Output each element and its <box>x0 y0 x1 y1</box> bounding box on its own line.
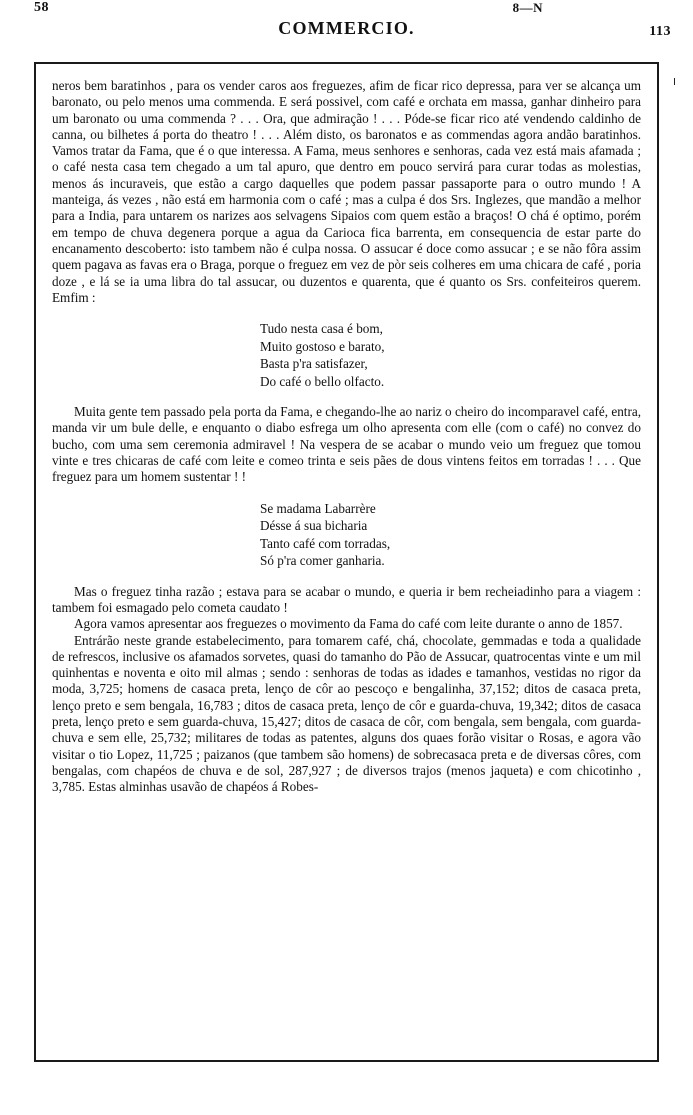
paragraph-2: Muita gente tem passado pela porta da Fama, e chegando-lhe ao nariz o cheiro do incomparavel café, entra, manda vir um bule delle, e enquanto o diabo esfrega um olho apresenta com elle (com o café) no convez do bucho, com uma sem ceremonia admiravel ! Na vespera de se acabar o mundo veio um freguez que tomou vinte e tres chicaras de café com leite e comeo trinta e seis pães de dous vintens feitos em torradas ! . . . Que freguez para um homem sustentar ! ! <box>52 404 641 485</box>
verse-line: Do café o bello olfacto. <box>260 373 385 389</box>
paragraph-1: neros bem baratinhos , para os vender caros aos freguezes, afim de ficar rico depressa, para ver se alcança um baronato, ou pelo menos uma commenda. E será possivel, com café e orchata em massa, ganhar dinheiro para um baronato ou uma commenda ? . . . Ora, que admiração ! . . . Póde-se ficar rico até vendendo caldinho de canna, ou bilhetes á porta do theatro ! . . . Além disto, os baronatos e as commendas agora andão baratinhos. Vamos tratar da Fama, que é o que interessa. A Fama, meus senhores e senhoras, cada vez está mais afamada ; o café nesta casa tem chegado a um tal apuro, que dentro em pouco servirá para curar todas as molestias, menos ás incuraveis, que estão a cargo daquelles que podem passar passaporte para o outro mundo ! A manteiga, ás vezes , não está em harmonia com o café ; mas a culpa é dos Srs. Inglezes, que mandão a melhor para a India, para untarem os narizes aos selvagens Sipaios com quem estão a braços! O chá é optimo, porém em tempo de chuva degenera porque a agua da Carioca fica barrenta, em consequencia de estar parte do encanamento descoberto: isto tambem não é culpa nossa. O assucar é doce como assucar ; e se não fôra assim quem pagava as favas era o Braga, porque o freguez em vez de pòr seis colheres em uma chicara de café , poria doze , e lá se ia uma libra do tal assucar, ou duzentos e quarenta, que é quanto os Srs. confeiteiros querem. Emfim : <box>52 78 641 305</box>
signature-right: 8—N <box>512 0 543 15</box>
page-number: 113 <box>649 24 671 39</box>
paragraph-3: Mas o freguez tinha razão ; estava para se acabar o mundo, e queria ir bem recheiadinho para a viagem : tambem foi esmagado pelo cometa caudato ! <box>52 583 641 615</box>
verse-line: Muito gostoso e barato, <box>260 338 385 354</box>
verse-line: Tanto café com torradas, <box>260 535 391 551</box>
signature-left: 58 <box>34 0 49 15</box>
text-frame <box>34 62 659 1062</box>
verse-line: Só p'ra comer ganharia. <box>260 553 385 569</box>
verse-line: Basta p'ra satisfazer, <box>260 356 368 372</box>
body-text <box>52 78 641 796</box>
verse-block-2 <box>52 500 641 570</box>
verse-line: Désse á sua bicharia <box>260 518 368 534</box>
verse-block-1 <box>52 320 641 390</box>
running-title: COMMERCIO. <box>278 18 415 38</box>
paragraph-4: Agora vamos apresentar aos freguezes o movimento da Fama do café com leite durante o anno de 1857. <box>74 616 623 632</box>
paragraph-5: Entrárão neste grande estabelecimento, para tomarem café, chá, chocolate, gemmadas e toda a qualidade de refrescos, inclusive os afamados sorvetes, quasi do tamanho do Pão de Assucar, quatrocentas vinte e um mil quinhentas e noventa e oito mil almas ; sendo : senhoras de todas as idades e tamanhos, vestidas no rigor da moda, 3,725; homens de casaca preta, lenço de côr ao pescoço e bengalinha, 37,152; ditos de casaca preta, lenço preto e sem bengala, 16,783 ; ditos de casaca preta, lenço de côr e guarda-chuva, 19,342; ditos de casaca preta, lenço preto e sem guarda-chuva, 15,427; ditos de casaca de côr, com bengala, sem bengala, com guarda-chuva e sem elle, 25,732; militares de todas as patentes, alguns dos quaes forão visitar o Rosas, e agora vão visitar o tio Lopez, 11,725 ; paizanos (que tambem são homens) de sobrecasaca preta e de diversas côres, com bengalas, com chapéos de chuva e de sol, 287,927 ; de diversos trajos (menos jaqueta) e com chicotinho , 3,785. Estas alminhas usavão de chapéos á Robes- <box>52 632 641 795</box>
page-header <box>0 0 693 46</box>
verse-line: Tudo nesta casa é bom, <box>260 321 383 337</box>
verse-line: Se madama Labarrère <box>260 500 376 516</box>
margin-tick-mark <box>674 78 675 85</box>
